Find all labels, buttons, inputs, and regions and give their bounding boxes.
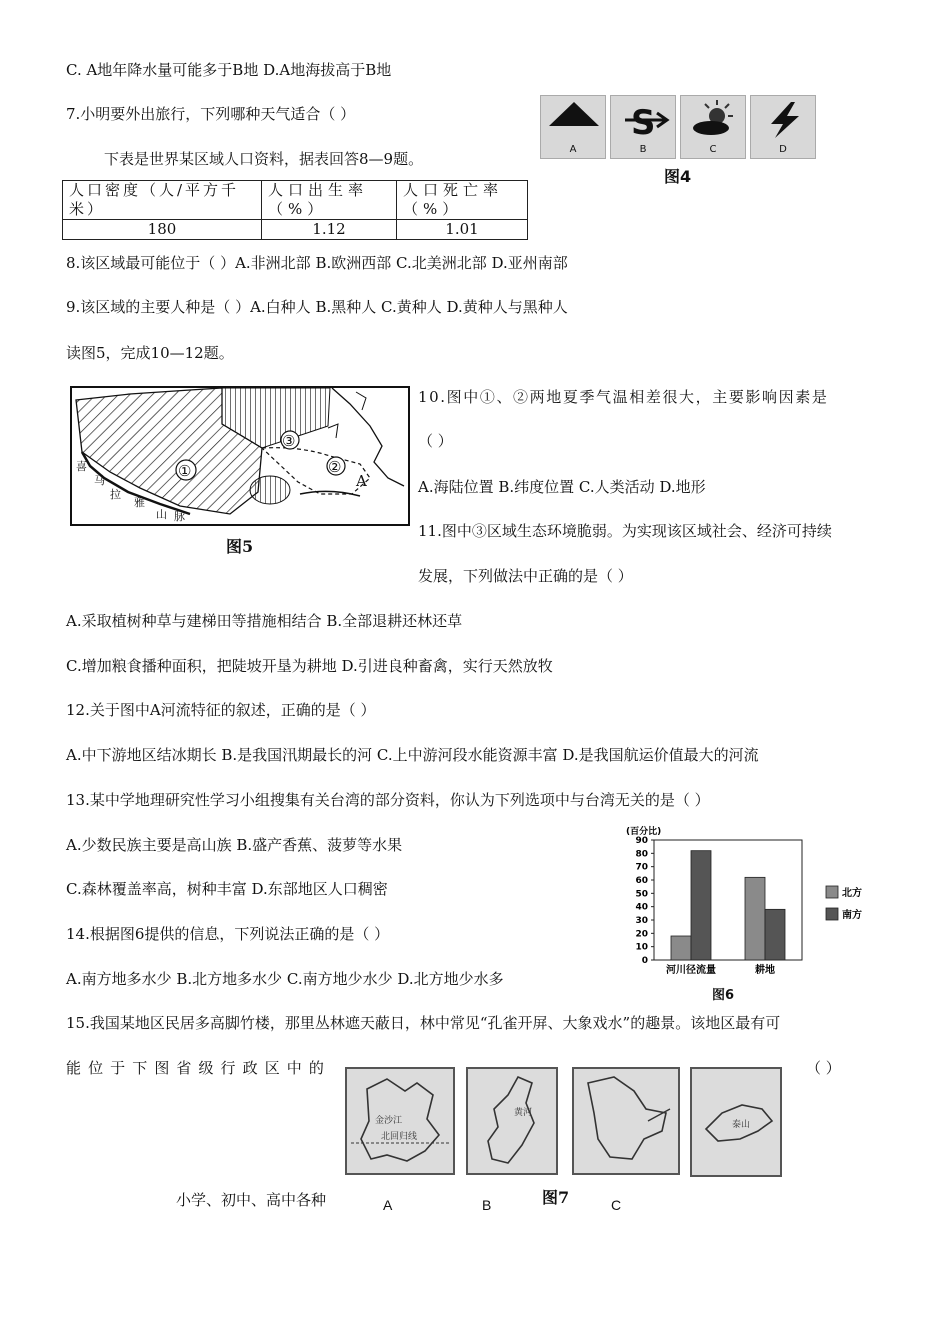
q13-options-1: A.少数民族主要是高山族 B.盛产香蕉、菠萝等水果 (66, 836, 403, 854)
svg-text:S: S (631, 103, 656, 143)
table-header-death: 人口死亡率（%） (397, 181, 528, 220)
y-tick-label: 50 (635, 889, 648, 900)
q15-char: 级 (198, 1059, 214, 1077)
q11-options-1: A.采取植树种草与建梯田等措施相结合 B.全部退耕还林还草 (66, 612, 463, 630)
q15-char: 图 (154, 1059, 170, 1077)
y-tick-label: 10 (635, 942, 648, 953)
q12-options: A.中下游地区结冰期长 B.是我国汛期最长的河 C.上中游河段水能资源丰富 D.是我国航运价值最大的河流 (66, 746, 759, 764)
table-intro: 下表是世界某区域人口资料，据表回答8—9题。 (104, 150, 424, 168)
map-mark-2: ② (328, 458, 342, 476)
q11-question: 11.图中③区域生态环境脆弱。为实现该区域社会、经济可持续 (418, 522, 832, 540)
q13-question: 13.某中学地理研究性学习小组搜集有关台湾的部分资料，你认为下列选项中与台湾无关的是（ ） (66, 791, 710, 809)
province-map-c (572, 1067, 680, 1175)
province-map-d (690, 1067, 782, 1177)
q15-question: 15.我国某地区民居多高脚竹楼，那里丛林遮天蔽日，林中常见“孔雀开屏、大象戏水”的趣景。该地区最有可 (66, 1014, 781, 1032)
q14-options: A.南方地多水少 B.北方地多水少 C.南方地少水少 D.北方地少水多 (66, 970, 504, 988)
q15-char: 的 (308, 1059, 324, 1077)
q15-char: 政 (242, 1059, 258, 1077)
q10-paren: （ ） (418, 432, 453, 450)
map-mark-3: ③ (282, 432, 296, 450)
table-cell-birth: 1.12 (262, 220, 397, 240)
mountain-char-2: 马 (94, 474, 105, 487)
table-header-birth: 人口出生率（%） (262, 181, 397, 220)
map-mark-river-a: A (356, 472, 367, 490)
q12-question: 12.关于图中A河流特征的叙述，正确的是（ ） (66, 701, 376, 719)
table-cell-death: 1.01 (397, 220, 528, 240)
y-tick-label: 30 (635, 916, 648, 926)
figure-5-caption: 图5 (226, 537, 254, 556)
q14-question: 14.根据图6提供的信息，下列说法正确的是（ ） (66, 925, 390, 943)
chart-ylabel: (百分比) (626, 827, 662, 837)
mountain-char-6: 脉 (174, 510, 185, 523)
y-tick-label: 0 (641, 956, 648, 966)
map-mark-1: ① (178, 462, 192, 480)
legend-label: 南方 (842, 910, 862, 921)
map-label-taishan: 泰山 (732, 1120, 751, 1130)
q13-options-2: C.森林覆盖率高，树种丰富 D.东部地区人口稠密 (66, 880, 388, 898)
bar-北方-河川径流量 (671, 936, 691, 960)
bar-南方-河川径流量 (691, 851, 711, 960)
province-map-a (345, 1067, 455, 1175)
weather-symbol-b: S B (610, 95, 676, 159)
q15-char: 区 (264, 1059, 280, 1077)
table-header-density: 人口密度（人/平方千米） (63, 181, 262, 220)
q15-char: 省 (176, 1059, 192, 1077)
map-label-huanghe: 黄河 (514, 1108, 533, 1118)
y-tick-label: 40 (635, 902, 648, 913)
y-tick-label: 70 (635, 862, 648, 873)
map-letter-a: A (383, 1197, 393, 1213)
weather-symbol-d: D (750, 95, 816, 159)
q9-question: 9.该区域的主要人种是（ ）A.白种人 B.黑种人 C.黄种人 D.黄种人与黑种人 (66, 298, 568, 316)
bar-南方-耕地 (765, 909, 785, 960)
legend-swatch (826, 886, 838, 898)
legend-swatch (826, 908, 838, 920)
q8-question: 8.该区域最可能位于（ ）A.非洲北部 B.欧洲西部 C.北美洲北部 D.亚州南部 (66, 254, 568, 272)
population-table (62, 180, 528, 240)
q15-char: 于 (110, 1059, 126, 1077)
table-cell-density: 180 (63, 220, 262, 240)
q15-char: 中 (286, 1059, 302, 1077)
x-tick-label: 河川径流量 (666, 965, 716, 976)
map-label-jinsha: 金沙江 (375, 1116, 403, 1126)
mountain-char-4: 雅 (134, 496, 145, 509)
q15-question-cont (66, 1058, 324, 1078)
figure-5-map (70, 386, 410, 526)
province-map-b (466, 1067, 558, 1175)
y-tick-label: 80 (635, 849, 648, 860)
q15-char: 能 (66, 1059, 82, 1077)
figure-4-caption: 图4 (664, 167, 692, 186)
q11-options-2: C.增加粮食播种面积，把陡坡开垦为耕地 D.引进良种畜禽，实行天然放牧 (66, 657, 553, 675)
map-label-tropic: 北回归线 (381, 1132, 418, 1142)
weather-symbol-a: A (540, 95, 606, 159)
q10-options: A.海陆位置 B.纬度位置 C.人类活动 D.地形 (418, 478, 706, 496)
figure-7-caption: 图7 (542, 1188, 570, 1207)
fig5-intro: 读图5，完成10—12题。 (66, 344, 234, 362)
footer-text: 小学、初中、高中各种 (176, 1191, 327, 1209)
map-letter-b: B (482, 1197, 492, 1213)
mountain-char-3: 拉 (110, 488, 121, 501)
y-tick-label: 60 (635, 876, 648, 886)
mountain-char-1: 喜 (76, 460, 87, 473)
q15-char: 位 (88, 1059, 104, 1077)
figure-6-caption: 图6 (712, 988, 735, 1003)
y-tick-label: 90 (635, 836, 648, 846)
q10-question: 10.图中①、②两地夏季气温相差很大，主要影响因素是 (418, 388, 829, 406)
q15-char: 下 (132, 1059, 148, 1077)
map-letter-c: C (611, 1197, 622, 1213)
weather-symbol-c: C (680, 95, 746, 159)
q7-question: 7.小明要外出旅行，下列哪种天气适合（ ） (66, 105, 356, 123)
x-tick-label: 耕地 (755, 965, 775, 976)
legend-label: 北方 (842, 888, 862, 899)
bar-北方-耕地 (745, 877, 765, 960)
q15-char: 行 (220, 1059, 236, 1077)
q15-paren: （ ） (806, 1059, 841, 1077)
q11-question-cont: 发展，下列做法中正确的是（ ） (418, 567, 633, 585)
q6-options: C. A地年降水量可能多于B地 D.A地海拔高于B地 (66, 61, 392, 79)
figure-6-chart (620, 822, 880, 1002)
mountain-char-5: 山 (156, 508, 167, 521)
y-tick-label: 20 (635, 929, 648, 940)
